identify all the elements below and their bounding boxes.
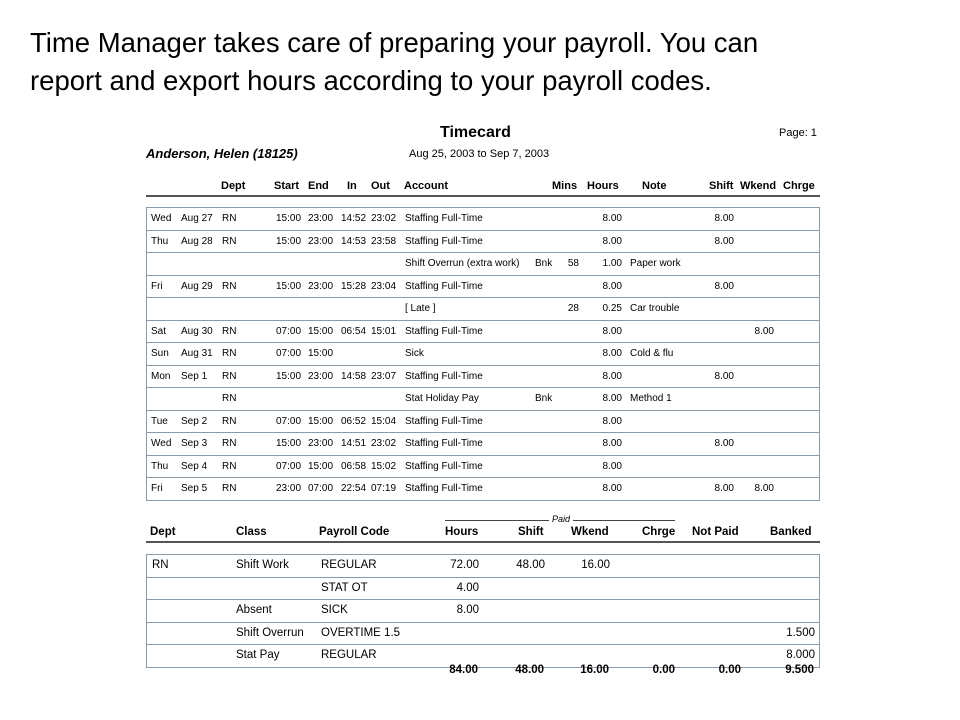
cell-account: Staffing Full-Time	[405, 213, 483, 224]
cell-end: 23:00	[308, 370, 334, 382]
timecard-table	[146, 207, 820, 501]
sum-cell-class: Absent	[236, 604, 272, 616]
cell-day: Sat	[151, 325, 167, 337]
sum-class-header: Class	[236, 526, 267, 538]
summary-row	[147, 577, 819, 600]
cell-in: 14:51	[341, 438, 367, 449]
cell-day: Mon	[151, 370, 171, 382]
cell-start: 15:00	[276, 213, 302, 224]
cell-dept: RN	[222, 460, 237, 472]
sum-hours-header: Hours	[445, 526, 479, 538]
cell-shift: 8.00	[714, 370, 734, 382]
timecard-row	[147, 432, 819, 455]
cell-shift: 8.00	[714, 280, 734, 292]
timecard-row	[147, 342, 819, 365]
cell-wkend: 8.00	[754, 483, 774, 494]
cell-end: 15:00	[308, 348, 334, 359]
timecard-row	[147, 365, 819, 388]
col-wkend-header: Wkend	[740, 180, 777, 192]
total-banked: 9.500	[785, 664, 814, 676]
cell-account: Stat Holiday Pay	[405, 393, 479, 404]
sum-cell-wkend: 16.00	[581, 559, 610, 571]
col-note-header: Note	[642, 180, 667, 192]
cell-day: Thu	[151, 460, 169, 472]
sum-cell-shift: 48.00	[516, 559, 545, 571]
cell-hours: 8.00	[602, 213, 622, 224]
cell-bnk: Bnk	[535, 393, 553, 404]
employee-name: Anderson, Helen (18125)	[146, 146, 298, 161]
total-wkend: 16.00	[580, 664, 609, 676]
cell-end: 15:00	[308, 460, 334, 472]
cell-hours: 8.00	[602, 235, 622, 247]
timecard-row	[147, 252, 819, 275]
sum-notpaid-header: Not Paid	[692, 526, 739, 538]
col-start-header: Start	[274, 180, 300, 192]
cell-account: Staffing Full-Time	[405, 370, 483, 382]
cell-hours: 8.00	[602, 438, 622, 449]
cell-end: 07:00	[308, 483, 334, 494]
cell-out: 23:02	[371, 438, 397, 449]
cell-day: Fri	[151, 483, 163, 494]
page-number: Page: 1	[779, 127, 817, 139]
cell-out: 23:58	[371, 235, 397, 247]
cell-out: 07:19	[371, 483, 397, 494]
cell-date: Sep 5	[181, 483, 208, 494]
cell-day: Tue	[151, 415, 168, 427]
cell-account: Staffing Full-Time	[405, 460, 483, 472]
sum-cell-class: Shift Overrun	[236, 626, 304, 639]
cell-in: 22:54	[341, 483, 367, 494]
cell-note: Method 1	[630, 393, 672, 404]
timecard-title: Timecard	[440, 124, 511, 141]
timecard-row	[147, 477, 819, 500]
timecard-row	[147, 410, 819, 433]
cell-start: 07:00	[276, 348, 302, 359]
cell-start: 07:00	[276, 325, 302, 337]
timecard-row	[147, 455, 819, 478]
cell-account: Shift Overrun (extra work)	[405, 258, 520, 269]
cell-day: Wed	[151, 438, 172, 449]
cell-date: Sep 4	[181, 460, 208, 472]
cell-start: 15:00	[276, 280, 302, 292]
cell-bnk: Bnk	[535, 258, 553, 269]
sum-cell-class: Shift Work	[236, 559, 289, 571]
total-hours: 84.00	[449, 664, 478, 676]
cell-account: Staffing Full-Time	[405, 438, 483, 449]
cell-end: 23:00	[308, 213, 334, 224]
cell-account: Sick	[405, 348, 424, 359]
cell-start: 15:00	[276, 235, 302, 247]
summary-header-rule	[146, 541, 820, 543]
col-account-header: Account	[404, 180, 448, 192]
cell-end: 23:00	[308, 438, 334, 449]
cell-date: Aug 30	[181, 325, 213, 337]
sum-cell-code: OVERTIME 1.5	[321, 626, 401, 639]
cell-date: Aug 27	[181, 213, 213, 224]
summary-row	[147, 599, 819, 622]
cell-hours: 8.00	[602, 325, 622, 337]
cell-note: Car trouble	[630, 303, 680, 314]
summary-header-row	[0, 526, 960, 540]
summary-totals-row	[0, 664, 960, 682]
cell-start: 07:00	[276, 415, 302, 427]
cell-date: Sep 1	[181, 370, 208, 382]
cell-shift: 8.00	[714, 213, 734, 224]
cell-date: Aug 28	[181, 235, 213, 247]
cell-account: Staffing Full-Time	[405, 325, 483, 337]
sum-cell-code: STAT OT	[321, 581, 368, 594]
cell-shift: 8.00	[714, 483, 734, 494]
cell-date: Sep 2	[181, 415, 208, 427]
intro-text	[30, 24, 950, 100]
sum-wkend-header: Wkend	[571, 526, 609, 538]
cell-account: Staffing Full-Time	[405, 415, 483, 427]
cell-start: 15:00	[276, 370, 302, 382]
cell-dept: RN	[222, 393, 237, 404]
cell-out: 23:02	[371, 213, 397, 224]
cell-account: Staffing Full-Time	[405, 280, 483, 292]
cell-shift: 8.00	[714, 438, 734, 449]
sum-cell-code: REGULAR	[321, 649, 377, 661]
cell-in: 06:52	[341, 415, 367, 427]
cell-dept: RN	[222, 415, 237, 427]
cell-day: Wed	[151, 213, 172, 224]
col-hours-header: Hours	[587, 180, 619, 192]
cell-out: 15:04	[371, 415, 397, 427]
cell-account: Staffing Full-Time	[405, 235, 483, 247]
timecard-row	[147, 387, 819, 410]
cell-in: 15:28	[341, 280, 367, 292]
sum-cell-hours: 8.00	[456, 604, 479, 616]
summary-row	[147, 622, 819, 645]
summary-row	[147, 555, 819, 577]
sum-cell-class: Stat Pay	[236, 649, 280, 661]
sum-cell-dept: RN	[152, 559, 169, 571]
cell-dept: RN	[222, 280, 237, 292]
cell-start: 23:00	[276, 483, 302, 494]
col-mins-header: Mins	[552, 180, 578, 192]
col-shift-header: Shift	[709, 180, 734, 192]
cell-hours: 8.00	[602, 370, 622, 382]
sum-chrge-header: Chrge	[642, 526, 676, 538]
cell-dept: RN	[222, 235, 237, 247]
cell-dept: RN	[222, 213, 237, 224]
cell-hours: 8.00	[602, 348, 622, 359]
cell-in: 14:53	[341, 235, 367, 247]
cell-in: 14:58	[341, 370, 367, 382]
cell-hours: 8.00	[602, 460, 622, 472]
cell-day: Sun	[151, 348, 169, 359]
cell-hours: 1.00	[602, 258, 622, 269]
cell-account: [ Late ]	[405, 303, 436, 314]
cell-dept: RN	[222, 325, 237, 337]
cell-dept: RN	[222, 348, 237, 359]
sum-code-header: Payroll Code	[319, 526, 390, 538]
timecard-header-row	[0, 180, 960, 194]
cell-hours: 8.00	[602, 280, 622, 292]
cell-date: Aug 31	[181, 348, 213, 359]
sum-banked-header: Banked	[770, 526, 812, 538]
timecard-row	[147, 297, 819, 320]
cell-dept: RN	[222, 370, 237, 382]
cell-mins: 58	[567, 258, 579, 269]
sum-cell-code: SICK	[321, 604, 348, 616]
cell-shift: 8.00	[714, 235, 734, 247]
cell-day: Fri	[151, 280, 163, 292]
cell-end: 15:00	[308, 325, 334, 337]
col-out-header: Out	[371, 180, 390, 192]
date-range: Aug 25, 2003 to Sep 7, 2003	[409, 148, 550, 160]
cell-out: 15:02	[371, 460, 397, 472]
cell-out: 23:04	[371, 280, 397, 292]
col-chrge-header: Chrge	[783, 180, 815, 192]
cell-start: 07:00	[276, 460, 302, 472]
cell-in: 06:54	[341, 325, 367, 337]
total-notpaid: 0.00	[718, 664, 741, 676]
cell-end: 23:00	[308, 280, 334, 292]
sum-cell-code: REGULAR	[321, 559, 377, 571]
sum-cell-hours: 4.00	[456, 581, 479, 594]
cell-hours: 8.00	[602, 415, 622, 427]
cell-in: 14:52	[341, 213, 367, 224]
cell-dept: RN	[222, 483, 237, 494]
col-dept-header: Dept	[221, 180, 246, 192]
timecard-row	[147, 208, 819, 230]
cell-out: 23:07	[371, 370, 397, 382]
cell-start: 15:00	[276, 438, 302, 449]
cell-note: Paper work	[630, 258, 681, 269]
cell-date: Sep 3	[181, 438, 208, 449]
intro-line-1: Time Manager takes care of preparing your payroll. You can	[30, 27, 759, 58]
summary-table	[146, 554, 820, 668]
sum-dept-header: Dept	[150, 526, 176, 538]
cell-wkend: 8.00	[754, 325, 774, 337]
paid-label: Paid	[549, 514, 573, 524]
cell-hours: 8.00	[602, 393, 622, 404]
cell-hours: 8.00	[602, 483, 622, 494]
total-chrge: 0.00	[652, 664, 675, 676]
timecard-row	[147, 320, 819, 343]
cell-end: 15:00	[308, 415, 334, 427]
sum-cell-banked: 8.000	[786, 649, 815, 661]
sum-shift-header: Shift	[518, 526, 544, 538]
sum-cell-hours: 72.00	[450, 559, 479, 571]
cell-day: Thu	[151, 235, 169, 247]
cell-out: 15:01	[371, 325, 397, 337]
timecard-row	[147, 275, 819, 298]
col-end-header: End	[308, 180, 329, 192]
timecard-row	[147, 230, 819, 253]
total-shift: 48.00	[515, 664, 544, 676]
timecard-header-rule	[146, 195, 820, 197]
sum-cell-banked: 1.500	[786, 626, 815, 639]
cell-note: Cold & flu	[630, 348, 674, 359]
cell-date: Aug 29	[181, 280, 213, 292]
cell-end: 23:00	[308, 235, 334, 247]
cell-account: Staffing Full-Time	[405, 483, 483, 494]
cell-hours: 0.25	[602, 303, 622, 314]
cell-mins: 28	[567, 303, 579, 314]
cell-dept: RN	[222, 438, 237, 449]
intro-line-2: report and export hours according to your payroll codes.	[30, 65, 712, 96]
col-in-header: In	[347, 180, 357, 192]
cell-in: 06:58	[341, 460, 367, 472]
